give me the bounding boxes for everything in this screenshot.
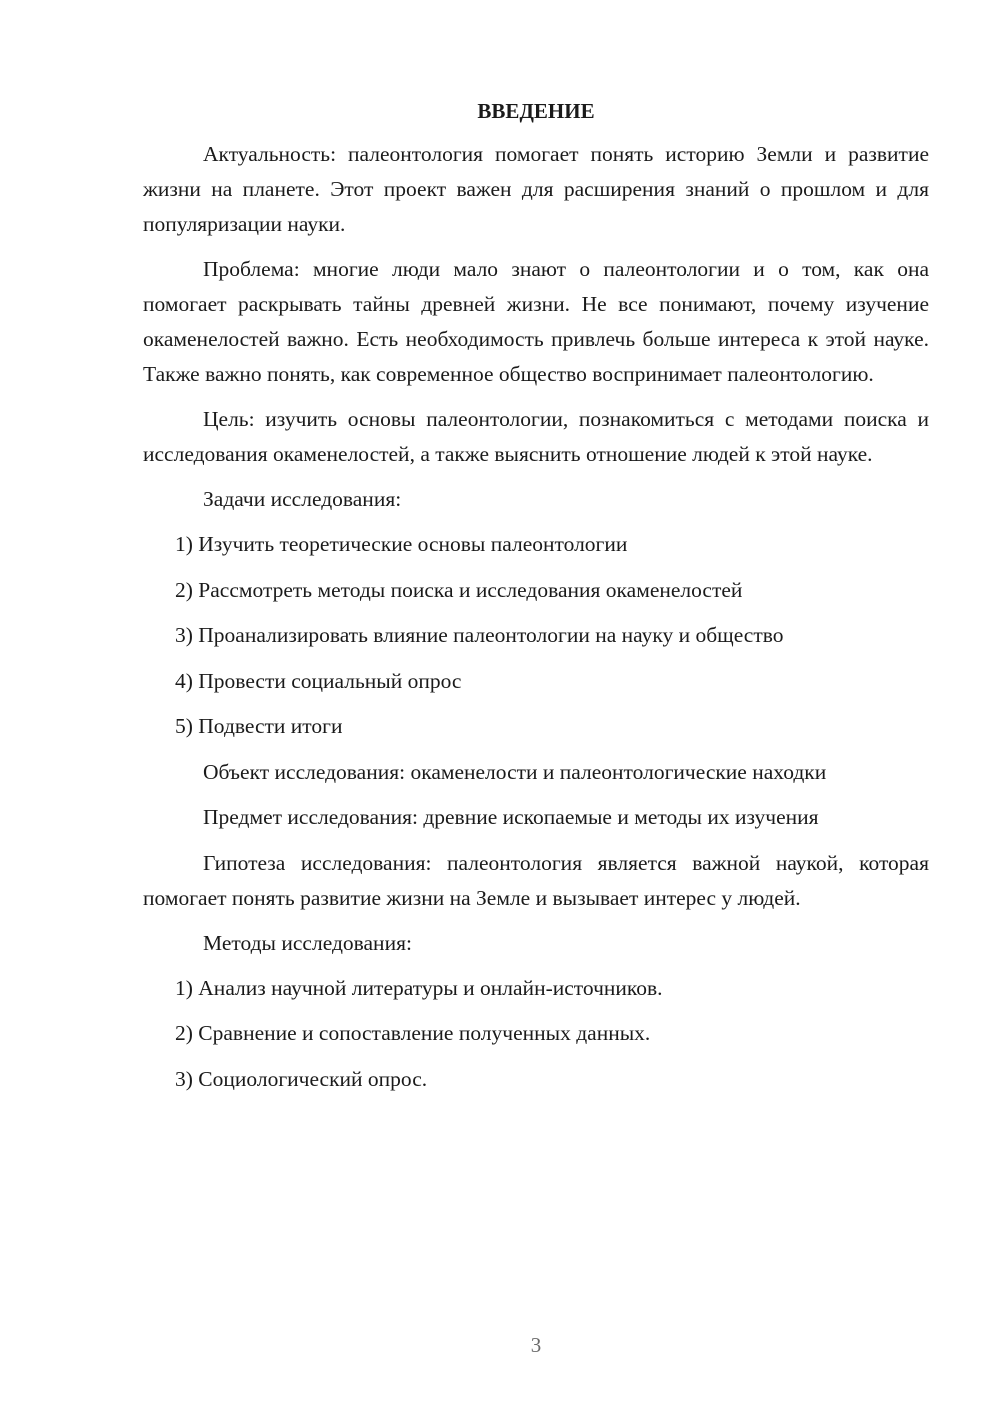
task-item: 3) Проанализировать влияние палеонтологии на науку и общество [175,623,784,647]
page-content [143,95,929,1107]
method-item: 2) Сравнение и сопоставление полученных данных. [175,1021,651,1045]
tasks-list [143,527,929,744]
goal-paragraph: Цель: изучить основы палеонтологии, познакомиться с методами поиска и исследования окаменелостей, а также выяснить отношение людей к этой науке. [143,407,929,466]
methods-heading: Методы исследования: [203,930,412,955]
tasks-heading: Задачи исследования: [203,487,402,511]
task-item: 4) Провести социальный опрос [175,668,462,693]
task-item: 2) Рассмотреть методы поиска и исследования окаменелостей [175,577,743,602]
methods-list [143,971,929,1097]
task-item: 5) Подвести итоги [175,714,343,738]
method-item: 1) Анализ научной литературы и онлайн-источников. [175,975,663,1000]
task-item: 1) Изучить теоретические основы палеонтологии [175,532,628,556]
page-number: 3 [530,1333,542,1357]
relevance-paragraph: Актуальность: палеонтология помогает понять историю Земли и развитие жизни на планете. Этот проект важен для расширения знаний о прошлом и для популяризации науки. [143,142,929,236]
hypothesis-paragraph: Гипотеза исследования: палеонтология является важной наукой, которая помогает понять развитие жизни на Земле и вызывает интерес у людей. [143,850,929,910]
research-object: Объект исследования: окаменелости и палеонтологические находки [203,759,827,784]
problem-paragraph: Проблема: многие люди мало знают о палеонтологии и о том, как она помогает раскрывать тайны древней жизни. Не все понимают, почему изучение окаменелостей важно. Есть необходимость привлечь больше интереса к этой науке. Также важно понять, как современное общество воспринимает палеонтологию. [143,257,929,386]
method-item: 3) Социологический опрос. [175,1066,428,1091]
research-subject: Предмет исследования: древние ископаемые и методы их изучения [203,805,819,829]
section-title: ВВЕДЕНИЕ [477,99,595,123]
